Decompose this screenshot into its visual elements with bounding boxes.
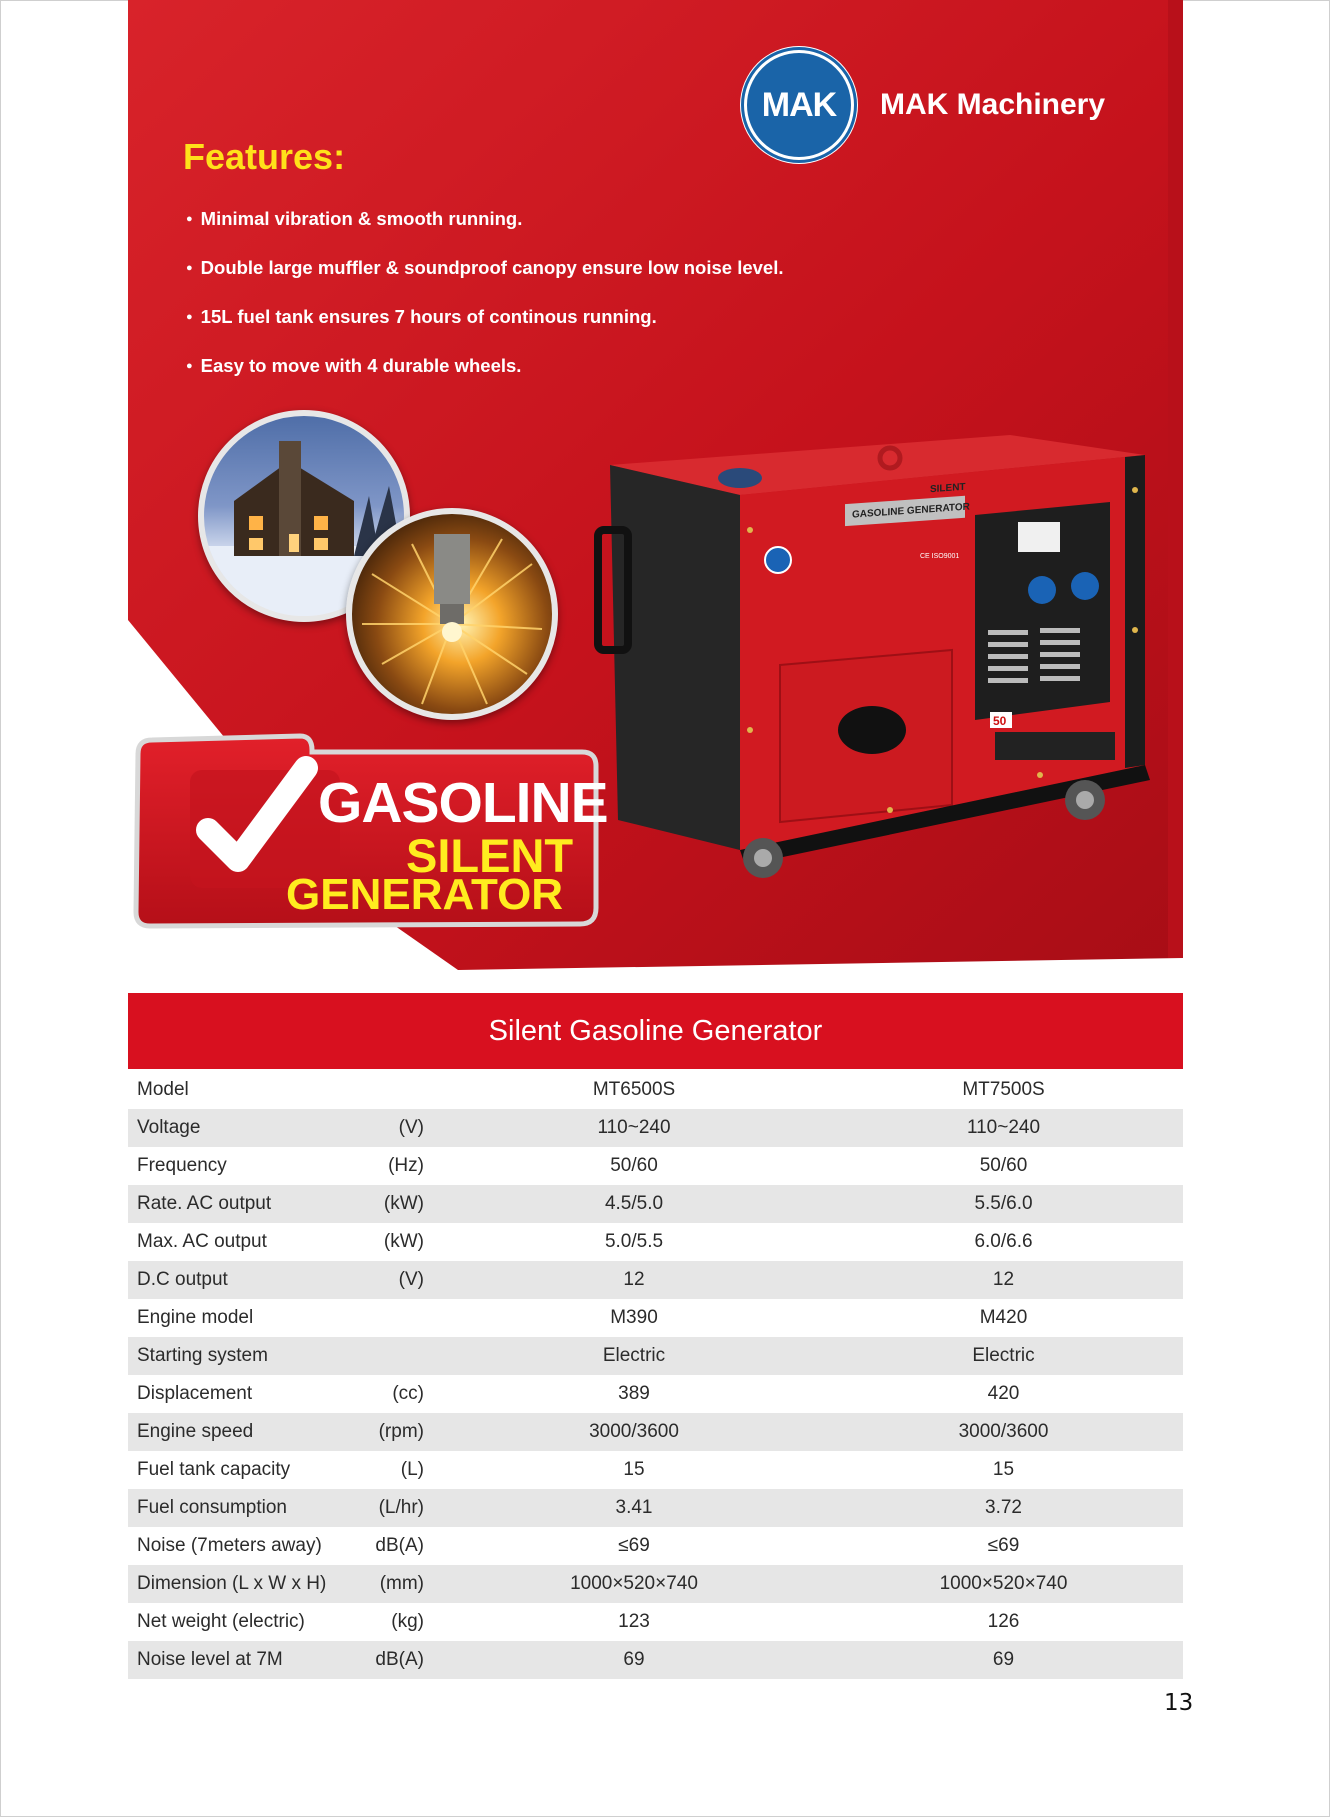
spec-unit: (rpm) bbox=[348, 1413, 424, 1451]
spacer bbox=[424, 1223, 444, 1261]
spec-value-mt7500s: 6.0/6.6 bbox=[974, 1231, 1033, 1252]
spec-label: D.C output bbox=[128, 1261, 348, 1299]
canopy-silent: SILENT bbox=[930, 481, 966, 496]
spacer bbox=[424, 1299, 444, 1337]
spec-value-mt6500s: ≤69 bbox=[618, 1535, 650, 1556]
spec-unit: dB(A) bbox=[348, 1641, 424, 1679]
table-row bbox=[128, 1375, 1183, 1413]
spec-value-mt6500s: MT6500S bbox=[592, 1079, 676, 1100]
spec-label: Net weight (electric) bbox=[137, 1611, 305, 1632]
spec-unit: (kW) bbox=[348, 1185, 424, 1223]
spec-value-mt7500s: MT7500S bbox=[962, 1079, 1045, 1100]
spec-label: Noise (7meters away) bbox=[137, 1535, 322, 1556]
features-title: Features: bbox=[183, 136, 346, 177]
spec-value-mt7500s: 126 bbox=[987, 1611, 1020, 1632]
features-list bbox=[186, 208, 784, 404]
spec-label: Noise level at 7M bbox=[128, 1641, 348, 1679]
table-row bbox=[128, 1451, 1183, 1489]
spec-label: Dimension (L x W x H) bbox=[128, 1565, 348, 1603]
spec-value-mt7500s: M420 bbox=[979, 1307, 1028, 1328]
spec-value-mt6500s: 12 bbox=[444, 1261, 824, 1299]
brand bbox=[740, 46, 1105, 164]
mak-mini-logo bbox=[765, 547, 791, 573]
spacer bbox=[424, 1147, 444, 1185]
badge-line-silent: SILENT bbox=[406, 829, 574, 882]
spec-unit bbox=[348, 1299, 424, 1337]
badge-line-generator: GENERATOR bbox=[286, 870, 564, 919]
spec-unit: (kW) bbox=[383, 1231, 424, 1252]
spacer bbox=[424, 1261, 444, 1299]
spec-label: Max. AC output bbox=[137, 1231, 267, 1252]
table-row bbox=[128, 1299, 1183, 1337]
logo-text: MAK bbox=[761, 85, 837, 124]
spec-table bbox=[128, 1071, 1183, 1679]
spec-label: Rate. AC output bbox=[128, 1185, 348, 1223]
spec-value-mt7500s: 420 bbox=[987, 1383, 1020, 1404]
spec-value-mt7500s: 50/60 bbox=[979, 1155, 1028, 1176]
table-title: Silent Gasoline Generator bbox=[488, 1014, 823, 1047]
spec-unit: (V) bbox=[348, 1109, 424, 1147]
spacer bbox=[424, 1641, 444, 1679]
spec-unit: (L) bbox=[400, 1459, 424, 1480]
page-number: 13 bbox=[1164, 1690, 1194, 1716]
spec-label: Engine speed bbox=[128, 1413, 348, 1451]
feature-item: ● Minimal vibration & smooth running. bbox=[186, 208, 784, 257]
spec-value-mt6500s: 50/60 bbox=[610, 1155, 658, 1176]
spacer bbox=[424, 1565, 444, 1603]
spacer bbox=[424, 1071, 444, 1109]
spec-value-mt7500s: ≤69 bbox=[987, 1535, 1020, 1556]
table-row bbox=[128, 1223, 1183, 1261]
spec-value-mt6500s: 5.0/5.5 bbox=[604, 1231, 664, 1252]
spacer bbox=[424, 1603, 444, 1641]
spacer bbox=[424, 1413, 444, 1451]
spec-value-mt7500s: 15 bbox=[992, 1459, 1015, 1480]
cert-label: CE ISO9001 bbox=[920, 553, 960, 560]
table-row bbox=[128, 1527, 1183, 1565]
spec-value-mt6500s: 15 bbox=[623, 1459, 645, 1480]
spec-value-mt6500s: 3000/3600 bbox=[444, 1413, 824, 1451]
feature-item: ● Double large muffler & soundproof canopy ensure low noise level. bbox=[186, 257, 784, 306]
table-header bbox=[128, 993, 1183, 1069]
spec-value-mt7500s: 110~240 bbox=[824, 1109, 1183, 1147]
table-row bbox=[128, 1413, 1183, 1451]
spec-value-mt7500s: Electric bbox=[824, 1337, 1183, 1375]
spec-label: Voltage bbox=[128, 1109, 348, 1147]
table-row bbox=[128, 1109, 1183, 1147]
table-row bbox=[128, 1147, 1183, 1185]
spec-value-mt6500s: 110~240 bbox=[444, 1109, 824, 1147]
table-row bbox=[128, 1185, 1183, 1223]
spec-unit: (Hz) bbox=[388, 1155, 424, 1176]
spec-label: Starting system bbox=[128, 1337, 348, 1375]
spec-unit: (kg) bbox=[391, 1611, 424, 1632]
table-row bbox=[128, 1489, 1183, 1527]
spacer bbox=[424, 1185, 444, 1223]
spec-value-mt6500s: 389 bbox=[618, 1383, 650, 1404]
table-row bbox=[128, 1261, 1183, 1299]
brand-name: MAK Machinery bbox=[880, 88, 1106, 121]
spec-value-mt7500s: 1000×520×740 bbox=[824, 1565, 1183, 1603]
spec-label: Fuel tank capacity bbox=[137, 1459, 291, 1480]
spec-value-mt6500s: 123 bbox=[618, 1611, 650, 1632]
spec-unit bbox=[348, 1337, 424, 1375]
spacer bbox=[424, 1109, 444, 1147]
spec-label: Displacement bbox=[137, 1383, 253, 1404]
spec-value-mt6500s: 69 bbox=[444, 1641, 824, 1679]
spec-label: Frequency bbox=[137, 1155, 227, 1176]
spec-unit: (mm) bbox=[348, 1565, 424, 1603]
spec-value-mt7500s: 69 bbox=[824, 1641, 1183, 1679]
generator-image bbox=[590, 430, 1155, 885]
spec-label: Fuel consumption bbox=[128, 1489, 348, 1527]
spec-unit bbox=[348, 1071, 424, 1109]
fuel-sticker: 50 bbox=[993, 714, 1007, 728]
spec-value-mt7500s: 3000/3600 bbox=[824, 1413, 1183, 1451]
spec-value-mt6500s: 1000×520×740 bbox=[444, 1565, 824, 1603]
spec-value-mt7500s: 3.72 bbox=[824, 1489, 1183, 1527]
spacer bbox=[424, 1337, 444, 1375]
canopy-title: GASOLINE GENERATOR bbox=[852, 501, 970, 521]
spec-value-mt6500s: M390 bbox=[610, 1307, 658, 1328]
spec-unit: (cc) bbox=[392, 1383, 424, 1404]
mak-logo bbox=[740, 46, 858, 164]
spacer bbox=[424, 1375, 444, 1413]
feature-item: ● 15L fuel tank ensures 7 hours of continous running. bbox=[186, 306, 784, 355]
table-row bbox=[128, 1641, 1183, 1679]
table-row bbox=[128, 1071, 1183, 1109]
spec-unit: (L/hr) bbox=[348, 1489, 424, 1527]
spacer bbox=[424, 1451, 444, 1489]
spec-unit: (V) bbox=[348, 1261, 424, 1299]
feature-item: ● Easy to move with 4 durable wheels. bbox=[186, 355, 784, 404]
spec-value-mt7500s: 5.5/6.0 bbox=[824, 1185, 1183, 1223]
spacer bbox=[424, 1527, 444, 1565]
spacer bbox=[424, 1489, 444, 1527]
spec-label: Model bbox=[137, 1079, 189, 1100]
spec-value-mt6500s: 3.41 bbox=[444, 1489, 824, 1527]
spec-label: Engine model bbox=[137, 1307, 254, 1328]
spec-value-mt6500s: 4.5/5.0 bbox=[444, 1185, 824, 1223]
badge-line-gasoline: GASOLINE bbox=[318, 771, 608, 835]
table-row bbox=[128, 1565, 1183, 1603]
table-row bbox=[128, 1337, 1183, 1375]
spec-value-mt7500s: 12 bbox=[824, 1261, 1183, 1299]
spec-value-mt6500s: Electric bbox=[444, 1337, 824, 1375]
cutting-sparks-photo bbox=[346, 508, 558, 720]
spec-unit: dB(A) bbox=[375, 1535, 424, 1556]
table-row bbox=[128, 1603, 1183, 1641]
